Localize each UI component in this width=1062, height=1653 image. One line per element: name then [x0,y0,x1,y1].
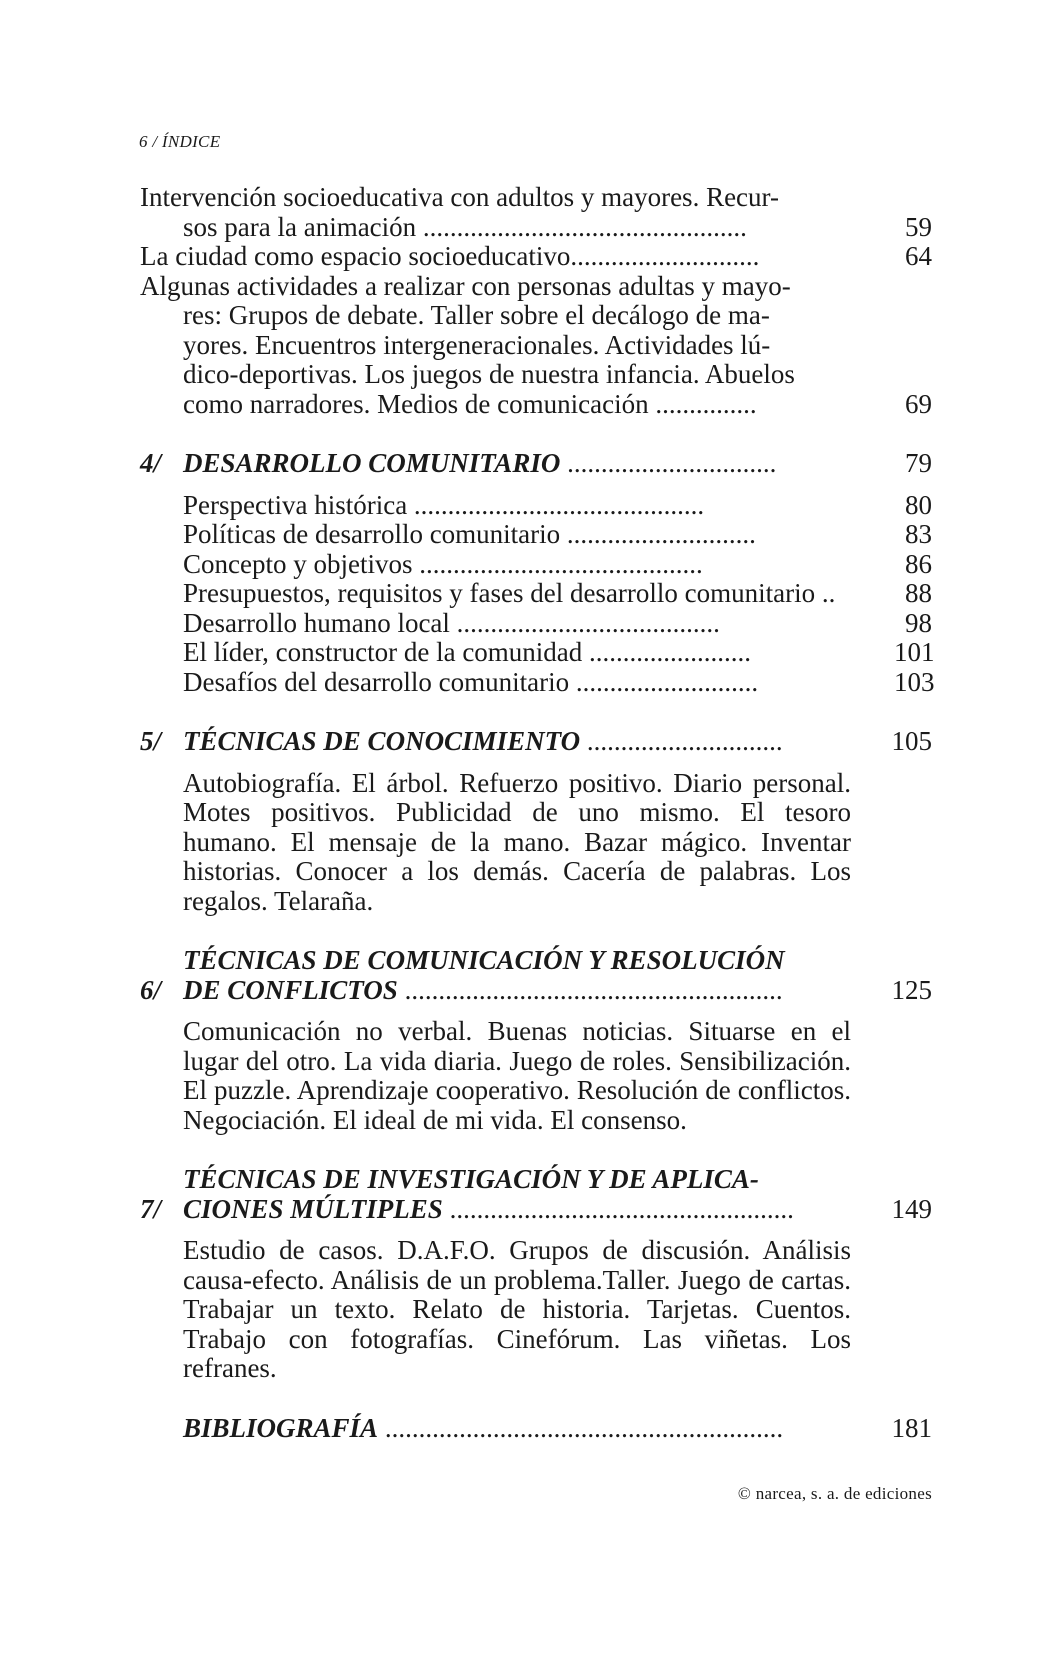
chapter-title: DESARROLLO COMUNITARIO [183,448,561,478]
toc-entry-text: sos para la animación ................................................ [183,211,747,242]
page-number: 181 [891,1412,932,1443]
page-number: 105 [891,726,932,756]
dot-leader: ........................................................ [397,974,783,1005]
toc-entry[interactable] [140,183,932,242]
page-number: 59 [905,211,932,242]
page-number: 125 [891,974,932,1005]
toc-entry[interactable] [140,666,935,698]
copyright-notice: © narcea, s. a. de ediciones [737,1484,932,1503]
running-head: 6 / ÍNDICE [139,132,221,151]
toc-entry-text: Políticas de desarrollo comunitario ............................ [183,519,756,549]
toc-entry-text: Desafíos del desarrollo comunitario ........................... [183,666,759,697]
chapter-number: 6/ [140,974,162,1005]
page-number: 98 [905,607,932,638]
chapter-summary: Estudio de casos. D.A.F.O. Grupos de discusión. Análisis causa-efecto. Análisis de un problema.Taller. Juego de cartas. Trabajar un texto. Relato de historia. Tarjetas. Cuentos. Trabajo con fotografías. Cinefórum. Las viñetas. Los refranes. [183,1235,851,1383]
toc-entry-text: Desarrollo humano local ....................................... [183,607,720,638]
chapter-heading-4[interactable] [140,449,932,479]
chapter-heading-5[interactable] [140,727,932,757]
toc-entry[interactable] [140,579,932,609]
chapter-heading-7[interactable] [140,1165,932,1224]
page-number: 69 [905,388,932,419]
toc-entry[interactable] [140,637,935,668]
table-of-contents [140,182,935,1443]
bibliography-title: BIBLIOGRAFÍA [183,1412,379,1443]
toc-entry[interactable] [140,609,932,639]
dot-leader: ............................... [560,448,777,478]
toc-entry-text: Intervención socioeducativa con adultos y mayores. Recur- [140,182,779,212]
page-number: 83 [905,519,932,549]
toc-entry[interactable] [140,550,932,580]
chapter-title: TÉCNICAS DE CONOCIMIENTO [183,726,581,756]
toc-entry-text: Algunas actividades a realizar con personas adultas y mayo- [140,270,791,301]
toc-entry-text: yores. Encuentros intergeneracionales. Actividades lú- [183,329,771,360]
toc-entry-text: El líder, constructor de la comunidad ........................ [183,637,752,667]
page-number: 80 [905,489,932,520]
toc-entry-text: La ciudad como espacio socioeducativo............................ [140,241,760,271]
toc-entry[interactable] [140,520,932,550]
chapter-number: 4/ [140,448,162,478]
chapter-summary: Autobiografía. El árbol. Refuerzo positivo. Diario personal. Motes positivos. Publicidad de uno mismo. El tesoro humano. El mensaje de la mano. Bazar mágico. Inventar historias. Conocer a los demás. Cacería de palabras. Los regalos. Telaraña. [183,767,851,916]
page-number: 86 [905,548,932,579]
toc-entry[interactable] [140,242,932,272]
toc-entry[interactable] [140,272,932,420]
page-number: 88 [905,578,932,608]
chapter-title: TÉCNICAS DE INVESTIGACIÓN Y DE APLICA- [183,1164,759,1194]
chapter-number: 7/ [140,1193,162,1224]
page-number: 149 [891,1193,932,1224]
toc-entry-text: dico-deportivas. Los juegos de nuestra infancia. Abuelos [183,359,795,389]
chapter-number: 5/ [140,726,162,756]
chapter-title: TÉCNICAS DE COMUNICACIÓN Y RESOLUCIÓN [183,945,785,975]
page-number: 64 [905,241,932,271]
toc-entry-text: Perspectiva histórica ........................................... [183,489,705,520]
page-number: 101 [894,637,935,667]
chapter-title: CIONES MÚLTIPLES [183,1193,443,1224]
toc-entry[interactable] [140,491,932,521]
dot-leader: ........................................................... [378,1412,784,1443]
page-number: 103 [894,666,935,697]
dot-leader: ............................. [580,726,783,756]
dot-leader: ................................................... [442,1193,794,1224]
toc-entry-text: Presupuestos, requisitos y fases del desarrollo comunitario .. [183,578,836,608]
chapter-summary: Comunicación no verbal. Buenas noticias. Situarse en el lugar del otro. La vida diaria. Juego de roles. Sensibilización. El puzzle. Aprendizaje cooperativo. Resolución de conflictos. Negociación. El ideal de mi vida. El consenso. [183,1016,851,1135]
toc-entry-text: res: Grupos de debate. Taller sobre el decálogo de ma- [183,300,770,330]
page-number: 79 [905,448,932,478]
toc-entry-text: Concepto y objetivos .......................................... [183,548,703,579]
chapter-heading-6[interactable] [140,946,932,1005]
toc-entry-text: como narradores. Medios de comunicación ............... [183,388,757,419]
bibliography-heading[interactable] [140,1414,932,1444]
chapter-title: DE CONFLICTOS [183,974,398,1005]
